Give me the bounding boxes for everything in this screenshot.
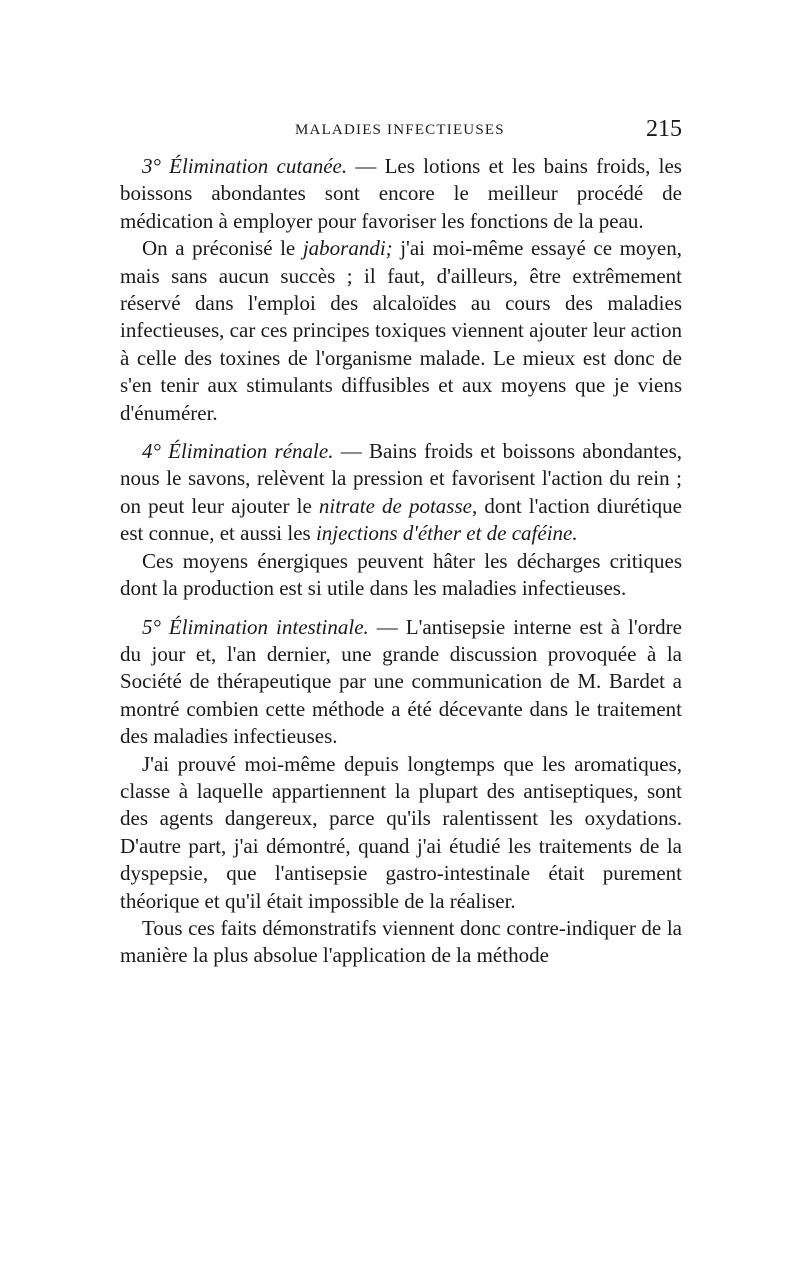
italic-term: injections d'éther et de caféine. xyxy=(315,521,578,546)
paragraph-renale xyxy=(120,438,682,548)
paragraph-intestinale xyxy=(120,614,682,751)
section-heading-cutanee: 3° Élimination cutanée. xyxy=(142,154,348,178)
paragraph-text: j'ai moi-même essayé ce moyen, mais sans aucun succès ; il faut, d'ailleurs, être extrêmement réservé dans l'emploi des alcaloïdes au cours des maladies infectieuses, car ces principes toxiques viennent ajouter leur action à celle des toxines de l'organisme malade. Le mieux est donc de s'en tenir aux stimulants diffusibles et aux moyens que je viens d'énumérer. xyxy=(120,236,682,425)
paragraph-text: — Les lotions et les bains froids, les boissons abondantes sont encore le meilleur procédé de médication à employer pour favoriser les fonctions de la peau. xyxy=(120,154,682,233)
paragraph-text: J'ai prouvé moi-même depuis longtemps que les aromatiques, classe à laquelle appartiennent la plupart des antiseptiques, sont des agents dangereux, parce qu'ils ralentissent les oxydations. D'autre part, j'ai démontré, quand j'ai étudié les traitements de la dyspepsie, que l'antisepsie gastro-intestinale était purement théorique et qu'il était impossible de la réaliser. xyxy=(120,751,682,913)
paragraph-cutanee xyxy=(120,153,682,235)
paragraph-jaborandi xyxy=(120,235,682,427)
paragraph-conclusion xyxy=(120,915,682,970)
paragraph-text: dont l'action diurétique est connue, et aussi les xyxy=(120,493,682,546)
paragraph-text: — L'antisepsie interne est à l'ordre du jour et, l'an dernier, une grande discussion provoquée à la Société de thérapeutique par une communication de M. Bardet a montré combien cette méthode a été décevante dans le traitement des maladies infectieuses. xyxy=(120,614,682,749)
italic-term: jaborandi; xyxy=(302,236,393,261)
paragraph-moyens xyxy=(120,548,682,603)
running-header xyxy=(120,116,682,146)
paragraph-text: On a préconisé le xyxy=(142,236,303,261)
section-heading-intestinale: 5° Élimination intestinale. xyxy=(142,614,369,639)
italic-term: nitrate de potasse, xyxy=(318,493,478,518)
section-heading-renale: 4° Élimination rénale. xyxy=(142,439,334,464)
paragraph-text: — Bains froids et boissons abondantes, nous le savons, relèvent la pression et favorisent l'action du rein ; on peut leur ajouter le xyxy=(120,439,682,518)
paragraph-text: Tous ces faits démonstratifs viennent donc contre-indiquer de la manière la plus absolue l'application de la méthode xyxy=(120,915,682,968)
paragraph-text: Ces moyens énergiques peuvent hâter les décharges critiques dont la production est si utile dans les maladies infectieuses. xyxy=(120,548,682,601)
body-text xyxy=(120,153,682,970)
page-number: 215 xyxy=(646,116,682,142)
paragraph-aromatiques xyxy=(120,751,682,915)
running-title: MALADIES INFECTIEUSES xyxy=(295,122,505,138)
